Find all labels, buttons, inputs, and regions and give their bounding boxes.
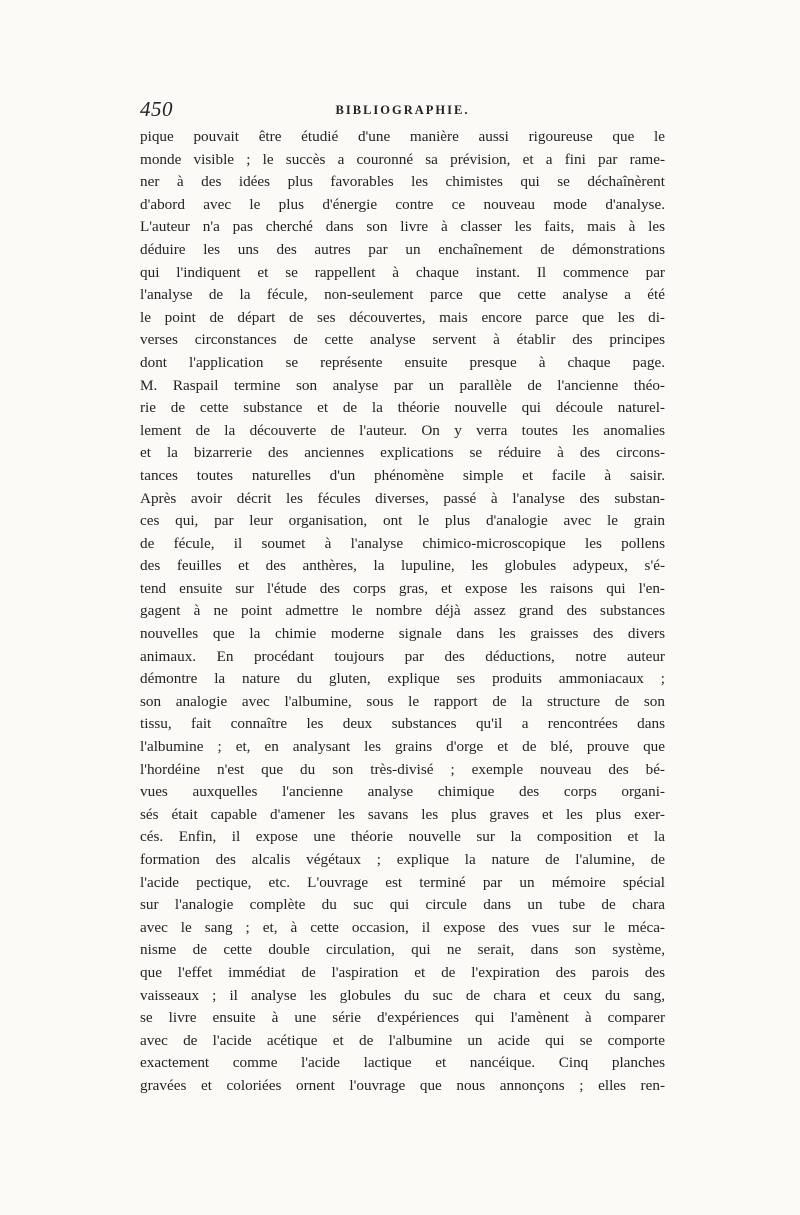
text-line: animaux. En procédant toujours par des déductions, notre auteur [140, 647, 665, 665]
text-line: exactement comme l'acide lactique et nancéique. Cinq planches [140, 1054, 665, 1072]
text-line: lement de la découverte de l'auteur. On y verra toutes les anomalies [140, 421, 665, 439]
text-line: formation des alcalis végétaux ; explique la nature de l'alumine, de [140, 851, 665, 868]
text-line: ces qui, par leur organisation, ont le plus d'analogie avec le grain [140, 512, 665, 530]
text-line: l'albumine ; et, en analysant les grains d'orge et de blé, prouve que [140, 738, 665, 756]
text-line: monde visible ; le succès a couronné sa prévision, et a fini par rame- [140, 150, 665, 168]
text-line: l'analyse de la fécule, non-seulement parce que cette analyse a été [140, 286, 665, 304]
text-line: L'auteur n'a pas cherché dans son livre à classer les faits, mais à les [140, 218, 665, 236]
running-head [140, 96, 665, 122]
text-line: rie de cette substance et de la théorie nouvelle qui découle naturel- [140, 399, 665, 417]
running-title: BIBLIOGRAPHIE. [335, 103, 470, 117]
text-line: Après avoir décrit les fécules diverses, passé à l'analyse des substan- [140, 489, 665, 507]
text-line: se livre ensuite à une série d'expériences qui l'amènent à comparer [140, 1009, 665, 1027]
body-text [140, 126, 665, 1098]
text-line: son analogie avec l'albumine, sous le rapport de la structure de son [140, 692, 665, 710]
text-line: tissu, fait connaître les deux substances qu'il a rencontrées dans [140, 715, 665, 733]
text-line: qui l'indiquent et se rappellent à chaque instant. Il commence par [140, 263, 665, 281]
text-line: l'hordéine n'est que du son très-divisé ; exemple nouveau des bé- [140, 760, 665, 778]
text-line: avec de l'acide acétique et de l'albumine un acide qui se comporte [140, 1031, 665, 1049]
text-line: nisme de cette double circulation, qui ne serait, dans son système, [140, 941, 665, 959]
text-line: sur l'analogie complète du suc qui circule dans un tube de chara [140, 896, 665, 914]
text-line: le point de départ de ses découvertes, mais encore parce que les di- [140, 308, 665, 326]
text-line: nouvelles que la chimie moderne signale dans les graisses des divers [140, 625, 665, 643]
text-line: dont l'application se représente ensuite presque à chaque page. [140, 353, 665, 371]
text-line: verses circonstances de cette analyse servent à établir des principes [140, 331, 665, 349]
text-line: gagent à ne point admettre le nombre déjà assez grand des substances [140, 602, 665, 620]
text-line: ner à des idées plus favorables les chimistes qui se déchaînèrent [140, 173, 665, 191]
text-line: pique pouvait être étudié d'une manière aussi rigoureuse que le [140, 128, 665, 145]
page-number: 450 [140, 97, 173, 121]
text-line: vues auxquelles l'ancienne analyse chimique des corps organi- [140, 783, 665, 801]
text-line: des feuilles et des anthères, la lupuline, les globules adypeux, s'é- [140, 557, 665, 575]
text-line: vaisseaux ; il analyse les globules du suc de chara et ceux du sang, [140, 986, 665, 1004]
text-line: tend ensuite sur l'étude des corps gras, et expose les raisons qui l'en- [140, 579, 665, 597]
text-line: gravées et coloriées ornent l'ouvrage que nous annonçons ; elles ren- [140, 1076, 665, 1094]
text-line: M. Raspail termine son analyse par un parallèle de l'ancienne théo- [140, 376, 665, 394]
text-line: déduire les uns des autres par un enchaînement de démonstrations [140, 240, 665, 258]
text-line: sés était capable d'amener les savans les plus graves et les plus exer- [140, 805, 665, 823]
text-line: que l'effet immédiat de l'aspiration et de l'expiration des parois des [140, 963, 665, 981]
text-line: et la bizarrerie des anciennes explications se réduire à des circons- [140, 444, 665, 462]
text-line: de fécule, il soumet à l'analyse chimico-microscopique les pollens [140, 534, 665, 552]
text-line: d'abord avec le plus d'énergie contre ce nouveau mode d'analyse. [140, 195, 665, 213]
text-line: l'acide pectique, etc. L'ouvrage est terminé par un mémoire spécial [140, 873, 665, 891]
text-line: avec le sang ; et, à cette occasion, il expose des vues sur le méca- [140, 918, 665, 936]
text-line: cés. Enfin, il expose une théorie nouvelle sur la composition et la [140, 828, 665, 846]
text-line: tances toutes naturelles d'un phénomène simple et facile à saisir. [140, 466, 665, 484]
text-line: démontre la nature du gluten, explique ses produits ammoniacaux ; [140, 670, 665, 688]
